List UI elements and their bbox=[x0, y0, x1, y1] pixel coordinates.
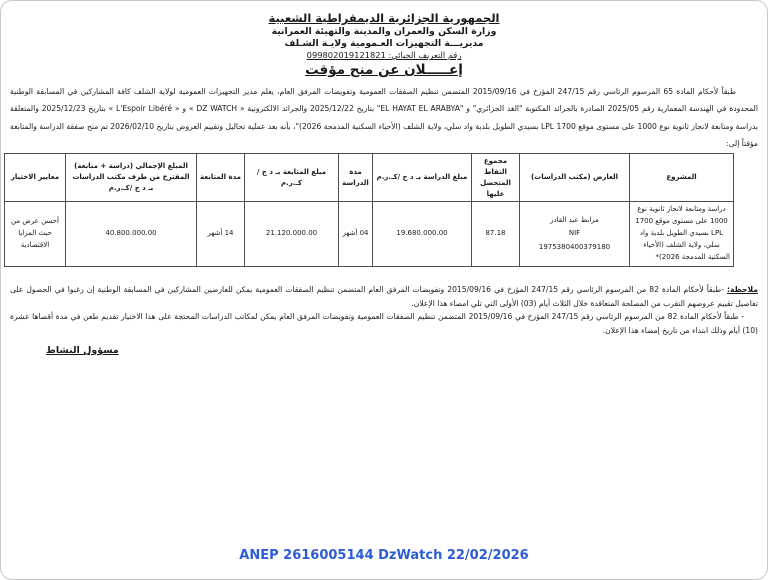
col-header-study-amount: مبلغ الدراسة بـ د ج /كـ.ر.م bbox=[373, 154, 472, 202]
announcement-title: إعـــــلان عن منح مؤقت bbox=[305, 62, 463, 79]
cell-total-amount: 40.800.000.00 bbox=[66, 202, 197, 266]
note-1 bbox=[10, 283, 758, 310]
bidder-nif-number: 1975380400379180 bbox=[538, 242, 611, 251]
signature-label: مسؤول النشاط bbox=[46, 345, 119, 356]
tax-id-line: رقم التعريف الجبائي: 099802019121821 bbox=[306, 50, 462, 61]
intro-paragraph: طبقاً لأحكام المادة 65 المرسوم الرئاسي رقم 247/15 المؤرخ في 2015/09/16 المتضمن تنظيم الصفقات العمومية وتفويضات المرفق العام، يعلم مدير التجهيزات العمومية لولاية الشلف كافة المشاركين في المسابقة الوطنية المحدودة في الهندسة المعمارية رقم 2025/05 الصادرة بالجرائد المكتوبة "الغد الجزائري" و "EL HAYAT EL ARABYA" بتاريخ 2025/12/22 والجرائد الالكترونية « DZ WATCH » و « L'Espoir Libéré » بتاريخ 2025/12/23 والمتعلقة بدراسة ومتابعة لانجاز ثانوية نوع 1000 على مستوى موقع 1700 LPL بسيدي الطويل بلدية واد سلي، ولاية الشلف (الأحياء السكنية المدمجة 2026)"، بأنه بعد عملية تحاليل وتقييم العروض بتاريخ 2026/02/10 تم منح صفقة الدراسة والمتابعة مؤقتاً إلى: bbox=[10, 87, 758, 149]
cell-study-amount: 19.680.000.00 bbox=[373, 202, 472, 266]
award-table bbox=[4, 153, 734, 267]
col-header-followup-duration: مدة المتابعة bbox=[197, 154, 245, 202]
cell-points: 87.18 bbox=[472, 202, 520, 266]
table-header-row bbox=[5, 154, 734, 202]
notes-section bbox=[10, 283, 758, 337]
ministry-line: وزارة السكن والعمران والمدينة والتهيئة العمرانية bbox=[271, 26, 497, 38]
note-1-text: -طبقاً لأحكام المادة 82 من المرسوم الرئاسي رقم 247/15 المؤرخ في 2015/09/16 وتفويضات المرفق العام المتضمن تنظيم الصفقات العمومية يمكن للعارضين المشاركين في المسابقة الوطنية إن رغبوا في الحصول على تفاصيل تقييم عروضهم التقرب من المصلحة المتعاقدة خلال الثلاث أيام (03) الأولى التي تلي امضاء هذا الإعلان. bbox=[10, 285, 758, 308]
note-label: ملاحظة: bbox=[727, 285, 758, 294]
bidder-name: مرابط عبد القادر bbox=[550, 216, 599, 225]
cell-criteria: أحسن عرض من حيث المزايا الاقتصادية bbox=[5, 202, 66, 266]
cell-project: دراسة ومتابعة لانجاز ثانوية نوع 1000 على مستوى موقع 1700 LPL بسيدي الطويل بلدية واد سلي، ولاية الشلف (الأحياء السكنية المدمجة 2026)* bbox=[630, 202, 734, 266]
col-header-followup-amount: مبلغ المتابعة بـ د ج /كـ.ر.م bbox=[245, 154, 339, 202]
col-header-criteria: معايير الاختيار bbox=[5, 154, 66, 202]
document-header bbox=[1, 12, 767, 78]
cell-followup-amount: 21.120.000.00 bbox=[245, 202, 339, 266]
col-header-bidder: العارض (مكتب الدراسات) bbox=[520, 154, 630, 202]
col-header-study-duration: مدة الدراسة bbox=[339, 154, 373, 202]
cell-study-duration: 04 أشهر bbox=[339, 202, 373, 266]
directorate-line: مديريـــة التجهيزات العـمومية ولايـة الشـلف bbox=[284, 37, 484, 49]
anep-footer: ANEP 2616005144 DzWatch 22/02/2026 bbox=[239, 548, 529, 563]
cell-bidder bbox=[520, 202, 630, 266]
cell-followup-duration: 14 أشهر bbox=[197, 202, 245, 266]
note-2: - طبقاً لأحكام المادة 82 من المرسوم الرئاسي رقم 247/15 المؤرخ في 2015/09/16 المتضمن تنظيم الصفقات العمومية وتفويضات المرفق العام يمكن لمكاتب الدراسات المحتجة على هذا الاختيار تقديم طعن في مدة أقصاها عشرة (10) أيام وذلك ابتداء من تاريخ إمضاء هذا الإعلان. bbox=[10, 312, 758, 335]
col-header-total-amount: المبلغ الإجمالي (دراسة + متابعة) المقترح من طرف مكتب الدراسات بـ د ج /كـ.ر.م bbox=[66, 154, 197, 202]
col-header-points: مجموع النقاط المتحصل عليها bbox=[472, 154, 520, 202]
republic-title: الجمهورية الجزائرية الديمقراطية الشعبية bbox=[268, 11, 500, 25]
col-header-project: المشروع bbox=[630, 154, 734, 202]
table-row bbox=[5, 202, 734, 266]
bidder-nif-label: NIF bbox=[568, 229, 581, 238]
